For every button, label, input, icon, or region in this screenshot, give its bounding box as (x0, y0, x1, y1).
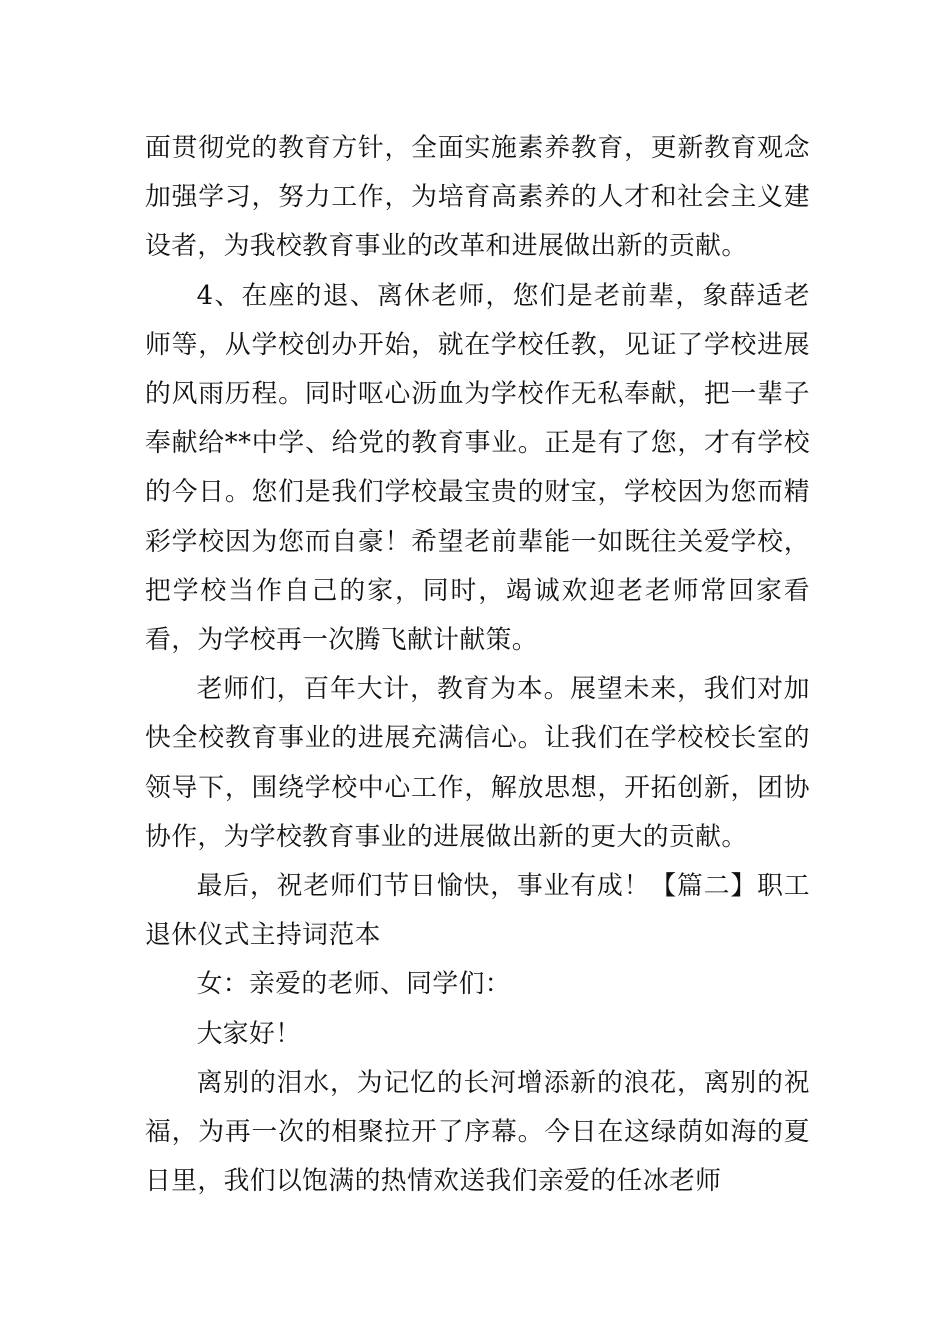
paragraph-retired-teachers: 4、在座的退、离休老师，您们是老前辈，象薛适老师等，从学校创办开始，就在学校任教，见证了学校进展的风雨历程。同时呕心沥血为学校作无私奉献，把一辈子奉献给**中学、给党的教育事业。正是有了您，才有学校的今日。您们是我们学校最宝贵的财宝，学校因为您而精彩学校因为您而自豪！希望老前辈能一如既往关爱学校，把学校当作自己的家，同时，竭诚欢迎老老师常回家看看，为学校再一次腾飞献计献策。 (145, 280, 810, 656)
document-page (145, 124, 810, 1206)
paragraph-hello: 大家好！ (196, 1018, 302, 1049)
paragraph-continuation: 面贯彻党的教育方针，全面实施素养教育，更新教育观念加强学习，努力工作，为培育高素养的人才和社会主义建设者，为我校教育事业的改革和进展做出新的贡献。 (145, 133, 810, 262)
paragraph-closing-and-part-two: 最后，祝老师们节日愉快，事业有成！【篇二】职工退休仪式主持词范本 (145, 871, 810, 951)
paragraph-farewell: 离别的泪水，为记忆的长河增添新的浪花，离别的祝福，为再一次的相聚拉开了序幕。今日在这绿荫如海的夏日里，我们以饱满的热情欢送我们亲爱的任冰老师 (145, 1067, 810, 1197)
paragraph-host-greeting: 女：亲爱的老师、同学们： (196, 969, 511, 1000)
paragraph-teachers-plan: 老师们，百年大计，教育为本。展望未来，我们对加快全校教育事业的进展充满信心。让我们在学校校长室的领导下，围绕学校中心工作，解放思想，开拓创新，团协协作，为学校教育事业的进展做出新的更大的贡献。 (145, 674, 810, 852)
